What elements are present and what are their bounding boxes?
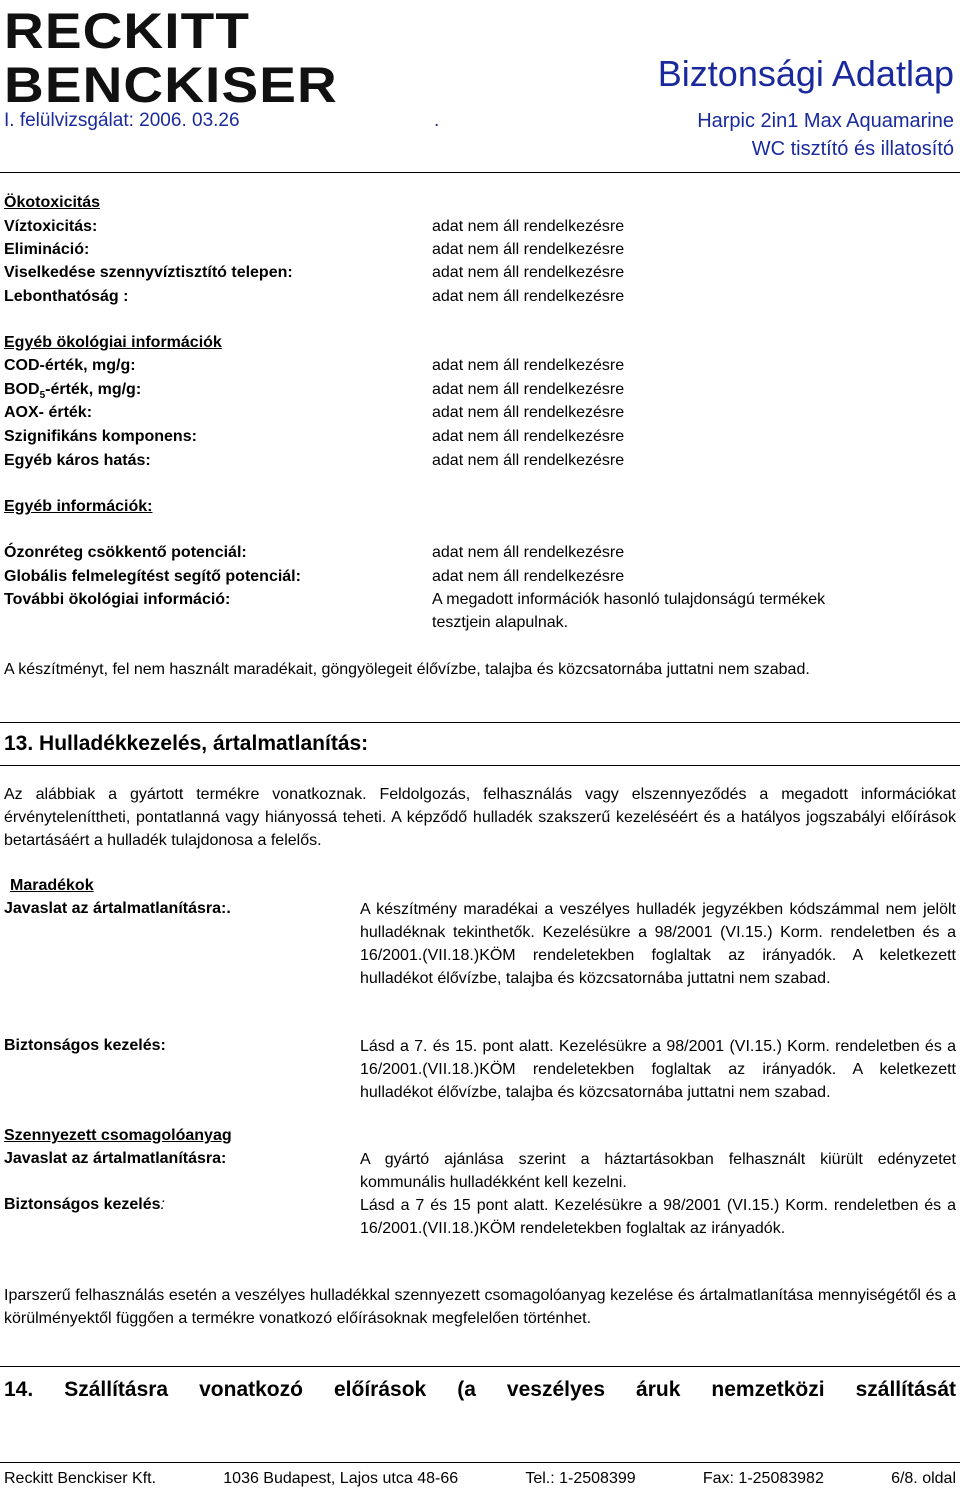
residues-heading: Maradékok xyxy=(10,877,94,894)
section-13-intro: Az alábbiak a gyártott termékre vonatkoznak. Feldolgozás, felhasználás vagy elszennyeződés a megadott információkat érvényteleníttheti, pontatlanná vagy hiányossá teheti. A képződő hulladék szakszerű kezeléséért és a hatályos jogszabályi előírások betartásáért a hulladék tulajdonosa a felelős. xyxy=(4,786,956,849)
other-eco-value: adat nem áll rendelkezésre xyxy=(432,428,625,445)
packaging-safe-label-colon: : xyxy=(160,1196,165,1213)
bod-label-subscript: 5 xyxy=(39,390,46,402)
ecotox-label: Lebonthatóság : xyxy=(4,288,129,305)
page-footer xyxy=(4,1468,956,1490)
ecotox-value: adat nem áll rendelkezésre xyxy=(432,264,625,281)
disposal-note: A készítményt, fel nem használt maradékait, göngyölegeit élővízbe, talajba és közcsatornába juttatni nem szabad. xyxy=(4,661,810,678)
other-info-value-line2: tesztjein alapulnak. xyxy=(432,614,569,631)
header-divider xyxy=(0,172,960,173)
logo-line-1: RECKITT xyxy=(4,3,251,59)
section-13-heading: 13. Hulladékkezelés, ártalmatlanítás: xyxy=(4,732,369,755)
footer-page-number: 6/8. oldal xyxy=(891,1470,956,1487)
other-info-heading: Egyéb információk: xyxy=(4,498,153,515)
packaging-disposal-text: A gyártó ajánlása szerint a háztartásokban felhasznált kiürült edényzetet kommunális hulladékként kell kezelni. xyxy=(360,1151,956,1191)
footer-address: 1036 Budapest, Lajos utca 48-66 xyxy=(223,1470,459,1487)
residues-disposal-label: Javaslat az ártalmatlanításra:. xyxy=(4,900,231,917)
other-eco-label xyxy=(4,379,141,401)
other-eco-label: COD-érték, mg/g: xyxy=(4,357,136,374)
other-info-value-line1: A megadott információk hasonló tulajdonságú termékek xyxy=(432,591,826,608)
other-info-value: adat nem áll rendelkezésre xyxy=(432,544,625,561)
section-13-divider xyxy=(0,722,960,723)
other-eco-heading: Egyéb ökológiai információk xyxy=(4,334,222,351)
ecotox-value: adat nem áll rendelkezésre xyxy=(432,218,625,235)
product-name: Harpic 2in1 Max Aquamarine xyxy=(697,110,954,132)
ecotox-value: adat nem áll rendelkezésre xyxy=(432,241,625,258)
other-info-label: Globális felmelegítést segítő potenciál: xyxy=(4,568,301,585)
logo-line-2: BENCKISER xyxy=(4,57,338,113)
footer-fax: Fax: 1-25083982 xyxy=(702,1470,824,1487)
ecotox-value: adat nem áll rendelkezésre xyxy=(432,288,625,305)
other-eco-label: Szignifikáns komponens: xyxy=(4,428,197,445)
other-eco-value: adat nem áll rendelkezésre xyxy=(432,404,625,421)
other-info-label: További ökológiai információ: xyxy=(4,591,231,608)
footer-divider xyxy=(0,1462,960,1463)
packaging-safe-label xyxy=(4,1194,165,1216)
company-logo xyxy=(4,3,338,113)
revision-separator: . xyxy=(434,110,440,131)
section-13-underline xyxy=(0,765,960,766)
packaging-heading: Szennyezett csomagolóanyag xyxy=(4,1127,232,1144)
other-eco-label: AOX- érték: xyxy=(4,404,93,421)
document-title: Biztonsági Adatlap xyxy=(657,53,954,94)
safe-handling-text: Lásd a 7. és 15. pont alatt. Kezelésükre a 98/2001 (VI.15.) Korm. rendeletben és a 16/2001.(VII.18.)KÖM rendeletekben foglaltak az irányadók. A keletkezett hulladékot élővízbe, talajba és közcsatornába juttatni nem szabad. xyxy=(360,1038,956,1101)
footer-phone: Tel.: 1-2508399 xyxy=(525,1470,636,1487)
bod-label-pre: BOD xyxy=(4,381,40,398)
product-description: WC tisztító és illatosító xyxy=(751,138,954,160)
bod-label-post: -érték, mg/g: xyxy=(45,381,142,398)
ecotox-label: Víztoxicitás: xyxy=(4,218,98,235)
ecotox-heading: Ökotoxicitás xyxy=(4,194,101,211)
other-info-value: adat nem áll rendelkezésre xyxy=(432,568,625,585)
industrial-use-note: Iparszerű felhasználás esetén a veszélyes hulladékkal szennyezett csomagolóanyag kezelése és ártalmatlanítása mennyiségétől és a körülményektől függően a termékre vonatkozó előírásoknak megfelelően történhet. xyxy=(4,1287,956,1327)
packaging-disposal-label: Javaslat az ártalmatlanításra: xyxy=(4,1150,227,1167)
other-eco-value: adat nem áll rendelkezésre xyxy=(432,381,625,398)
footer-company: Reckitt Benckiser Kft. xyxy=(4,1470,157,1487)
ecotox-label: Elimináció: xyxy=(4,241,90,258)
other-eco-label: Egyéb káros hatás: xyxy=(4,452,151,469)
section-14-divider xyxy=(0,1366,960,1367)
other-eco-value: adat nem áll rendelkezésre xyxy=(432,357,625,374)
residues-disposal-text: A készítmény maradékai a veszélyes hulladék jegyzékben kódszámmal nem jelölt hulladéknak tekinthetők. Kezelésükre a 98/2001 (VI.15.) Korm. rendeletben és a 16/2001.(VII.18.)KÖM rendeletekben foglaltak az irányadók. A keletkezett hulladékot élővízbe, talajba és közcsatornába juttatni nem szabad. xyxy=(360,901,956,987)
revision-date: I. felülvizsgálat: 2006. 03.26 xyxy=(4,110,240,131)
safe-handling-label: Biztonságos kezelés: xyxy=(4,1037,166,1054)
section-14-heading: 14. Szállításra vonatkozó előírások (a veszélyes áruk nemzetközi szállítását xyxy=(4,1378,956,1401)
packaging-safe-label-text: Biztonságos kezelés xyxy=(4,1196,161,1213)
ecotox-label: Viselkedése szennyvíztisztító telepen: xyxy=(4,264,293,281)
other-info-label: Ózonréteg csökkentő potenciál: xyxy=(4,544,247,561)
other-eco-value: adat nem áll rendelkezésre xyxy=(432,452,625,469)
packaging-safe-text: Lásd a 7 és 15 pont alatt. Kezelésükre a 98/2001 (VI.15.) Korm. rendeletben és a 16/2001.(VII.18.)KÖM rendeletekben foglaltak az irányadók. xyxy=(360,1197,956,1237)
